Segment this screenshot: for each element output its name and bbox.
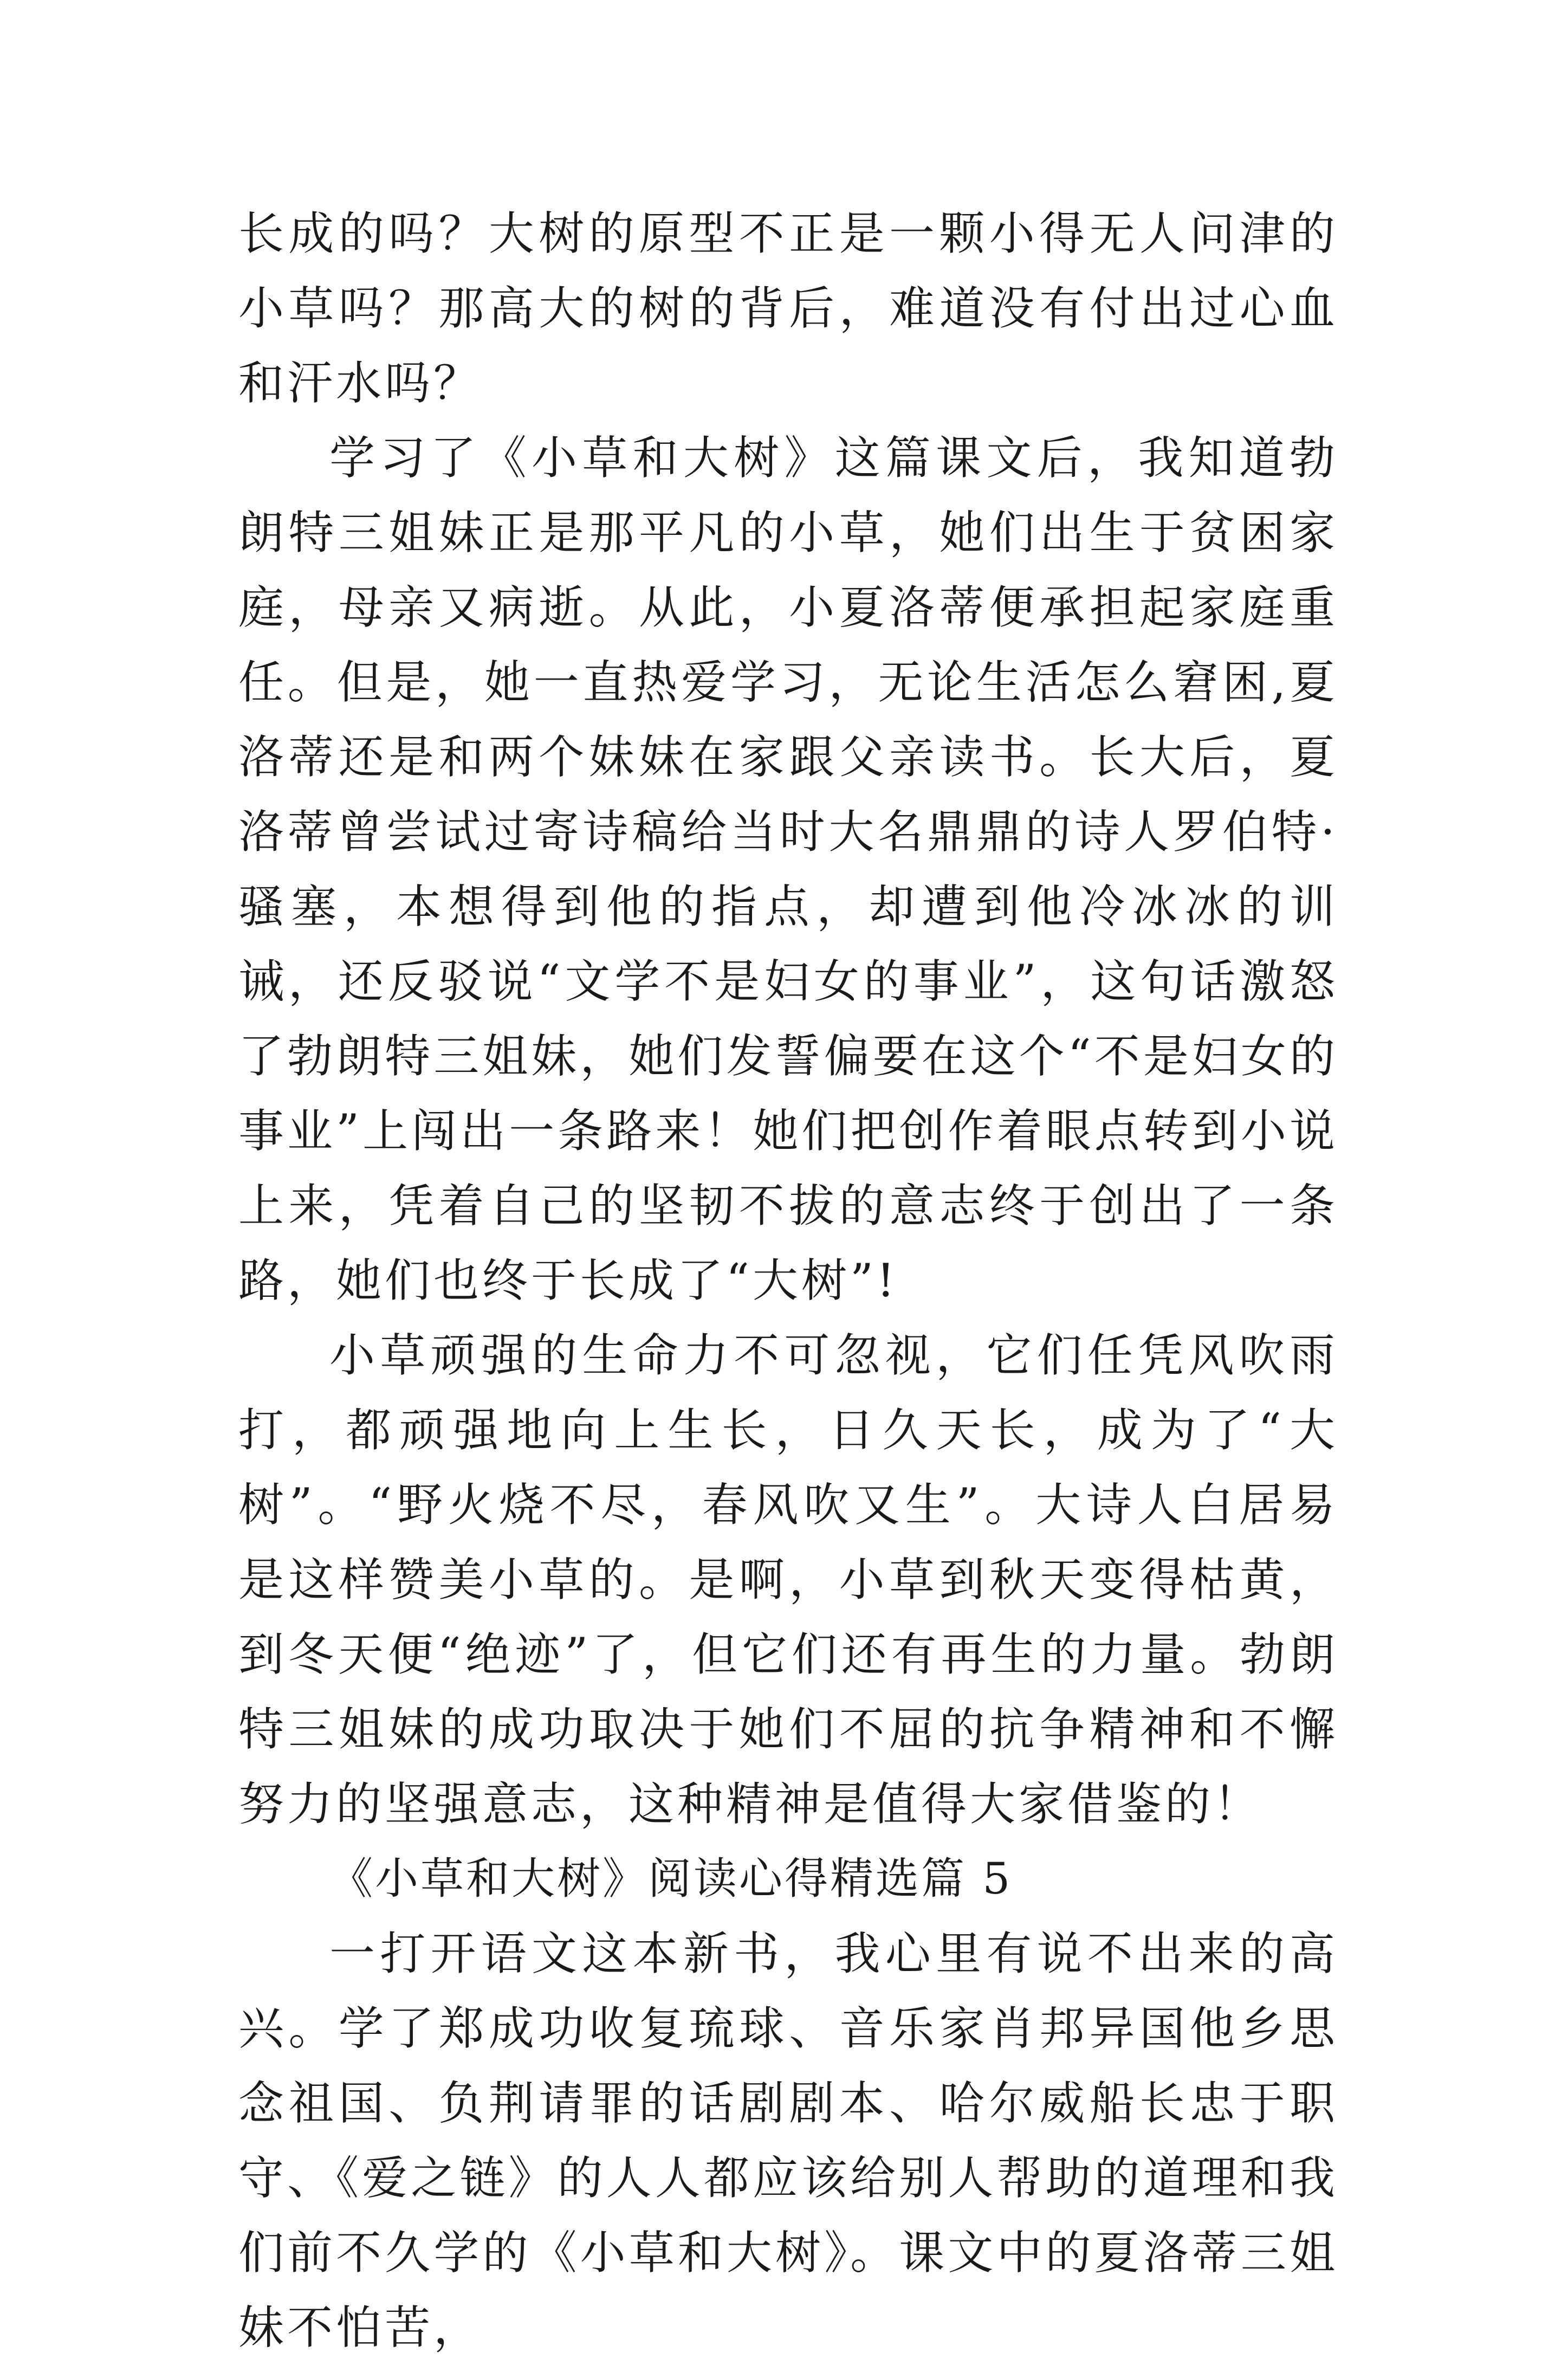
paragraph-4: 一打开语文这本新书，我心里有说不出来的高兴。学了郑成功收复琉球、音乐家肖邦异国他乡思念祖国、负荆请罪的话剧剧本、哈尔威船长忠于职守、《爱之链》的人人都应该给别人帮助的道理和我们前不久学的《小草和大树》。课文中的夏洛蒂三姐妹不怕苦，: [238, 1927, 1338, 2354]
paragraph-2: 学习了《小草和大树》这篇课文后，我知道勃朗特三姐妹正是那平凡的小草，她们出生于贫困家庭，母亲又病逝。从此，小夏洛蒂便承担起家庭重任。但是，她一直热爱学习，无论生活怎么窘困,夏洛蒂还是和两个妹妹在家跟父亲读书。长大后，夏洛蒂曾尝试过寄诗稿给当时大名鼎鼎的诗人罗伯特·骚塞，本想得到他的指点，却遭到他冷冰冰的训诫，还反驳说“文学不是妇女的事业”，这句话激怒了勃朗特三姐妹，她们发誓偏要在这个“不是妇女的事业”上闯出一条路来！她们把创作着眼点转到小说上来，凭着自己的坚韧不拔的意志终于创出了一条路，她们也终于长成了“大树”!: [238, 431, 1338, 1307]
section-heading: 《小草和大树》阅读心得精选篇 5: [329, 1853, 1013, 1904]
paragraph-3: 小草顽强的生命力不可忽视，它们任凭风吹雨打，都顽强地向上生长，日久天长，成为了“大树”。“野火烧不尽，春风吹又生”。大诗人白居易是这样赞美小草的。是啊，小草到秋天变得枯黄，到冬天便“绝迹”了，但它们还有再生的力量。勃朗特三姐妹的成功取决于她们不屈的抗争精神和不懈努力的坚强意志，这种精神是值得大家借鉴的！: [238, 1329, 1338, 1831]
paragraph-1: 长成的吗？大树的原型不正是一颗小得无人问津的小草吗？那高大的树的背后，难道没有付出过心血和汗水吗？: [238, 207, 1338, 410]
document-body: [238, 196, 1338, 2365]
